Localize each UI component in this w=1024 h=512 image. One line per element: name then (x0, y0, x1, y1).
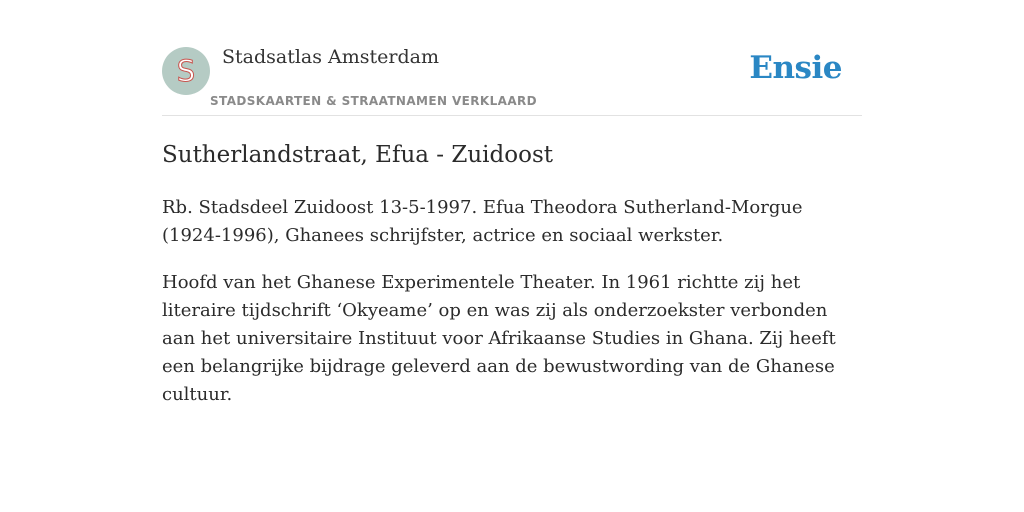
article-paragraph: Rb. Stadsdeel Zuidoost 13-5-1997. Efua Theodora Sutherland-Morgue (1924-1996), Ghanees schrijfster, actrice en sociaal werkster. (162, 197, 803, 246)
site-subtitle: STADSKAARTEN & STRAATNAMEN VERKLAARD (210, 94, 538, 108)
article-title: Sutherlandstraat, Efua - Zuidoost (162, 142, 553, 168)
article-paragraph: Hoofd van het Ghanese Experimentele Theater. In 1961 richtte zij het literaire tijdschrift ‘Okyeame’ op en was zij als onderzoekster verbonden aan het universitaire Instituut voor Afrikaanse Studies in Ghana. Zij heeft een belangrijke bijdrage geleverd aan de bewustwording van de Ghanese cultuur. (162, 272, 836, 405)
site-title[interactable]: Stadsatlas Amsterdam (222, 46, 440, 68)
site-header (162, 0, 862, 116)
page-container (162, 0, 862, 409)
avatar[interactable] (162, 47, 210, 95)
avatar-letter: S (176, 54, 196, 88)
brand-logo-link[interactable]: Ensie (749, 50, 842, 86)
